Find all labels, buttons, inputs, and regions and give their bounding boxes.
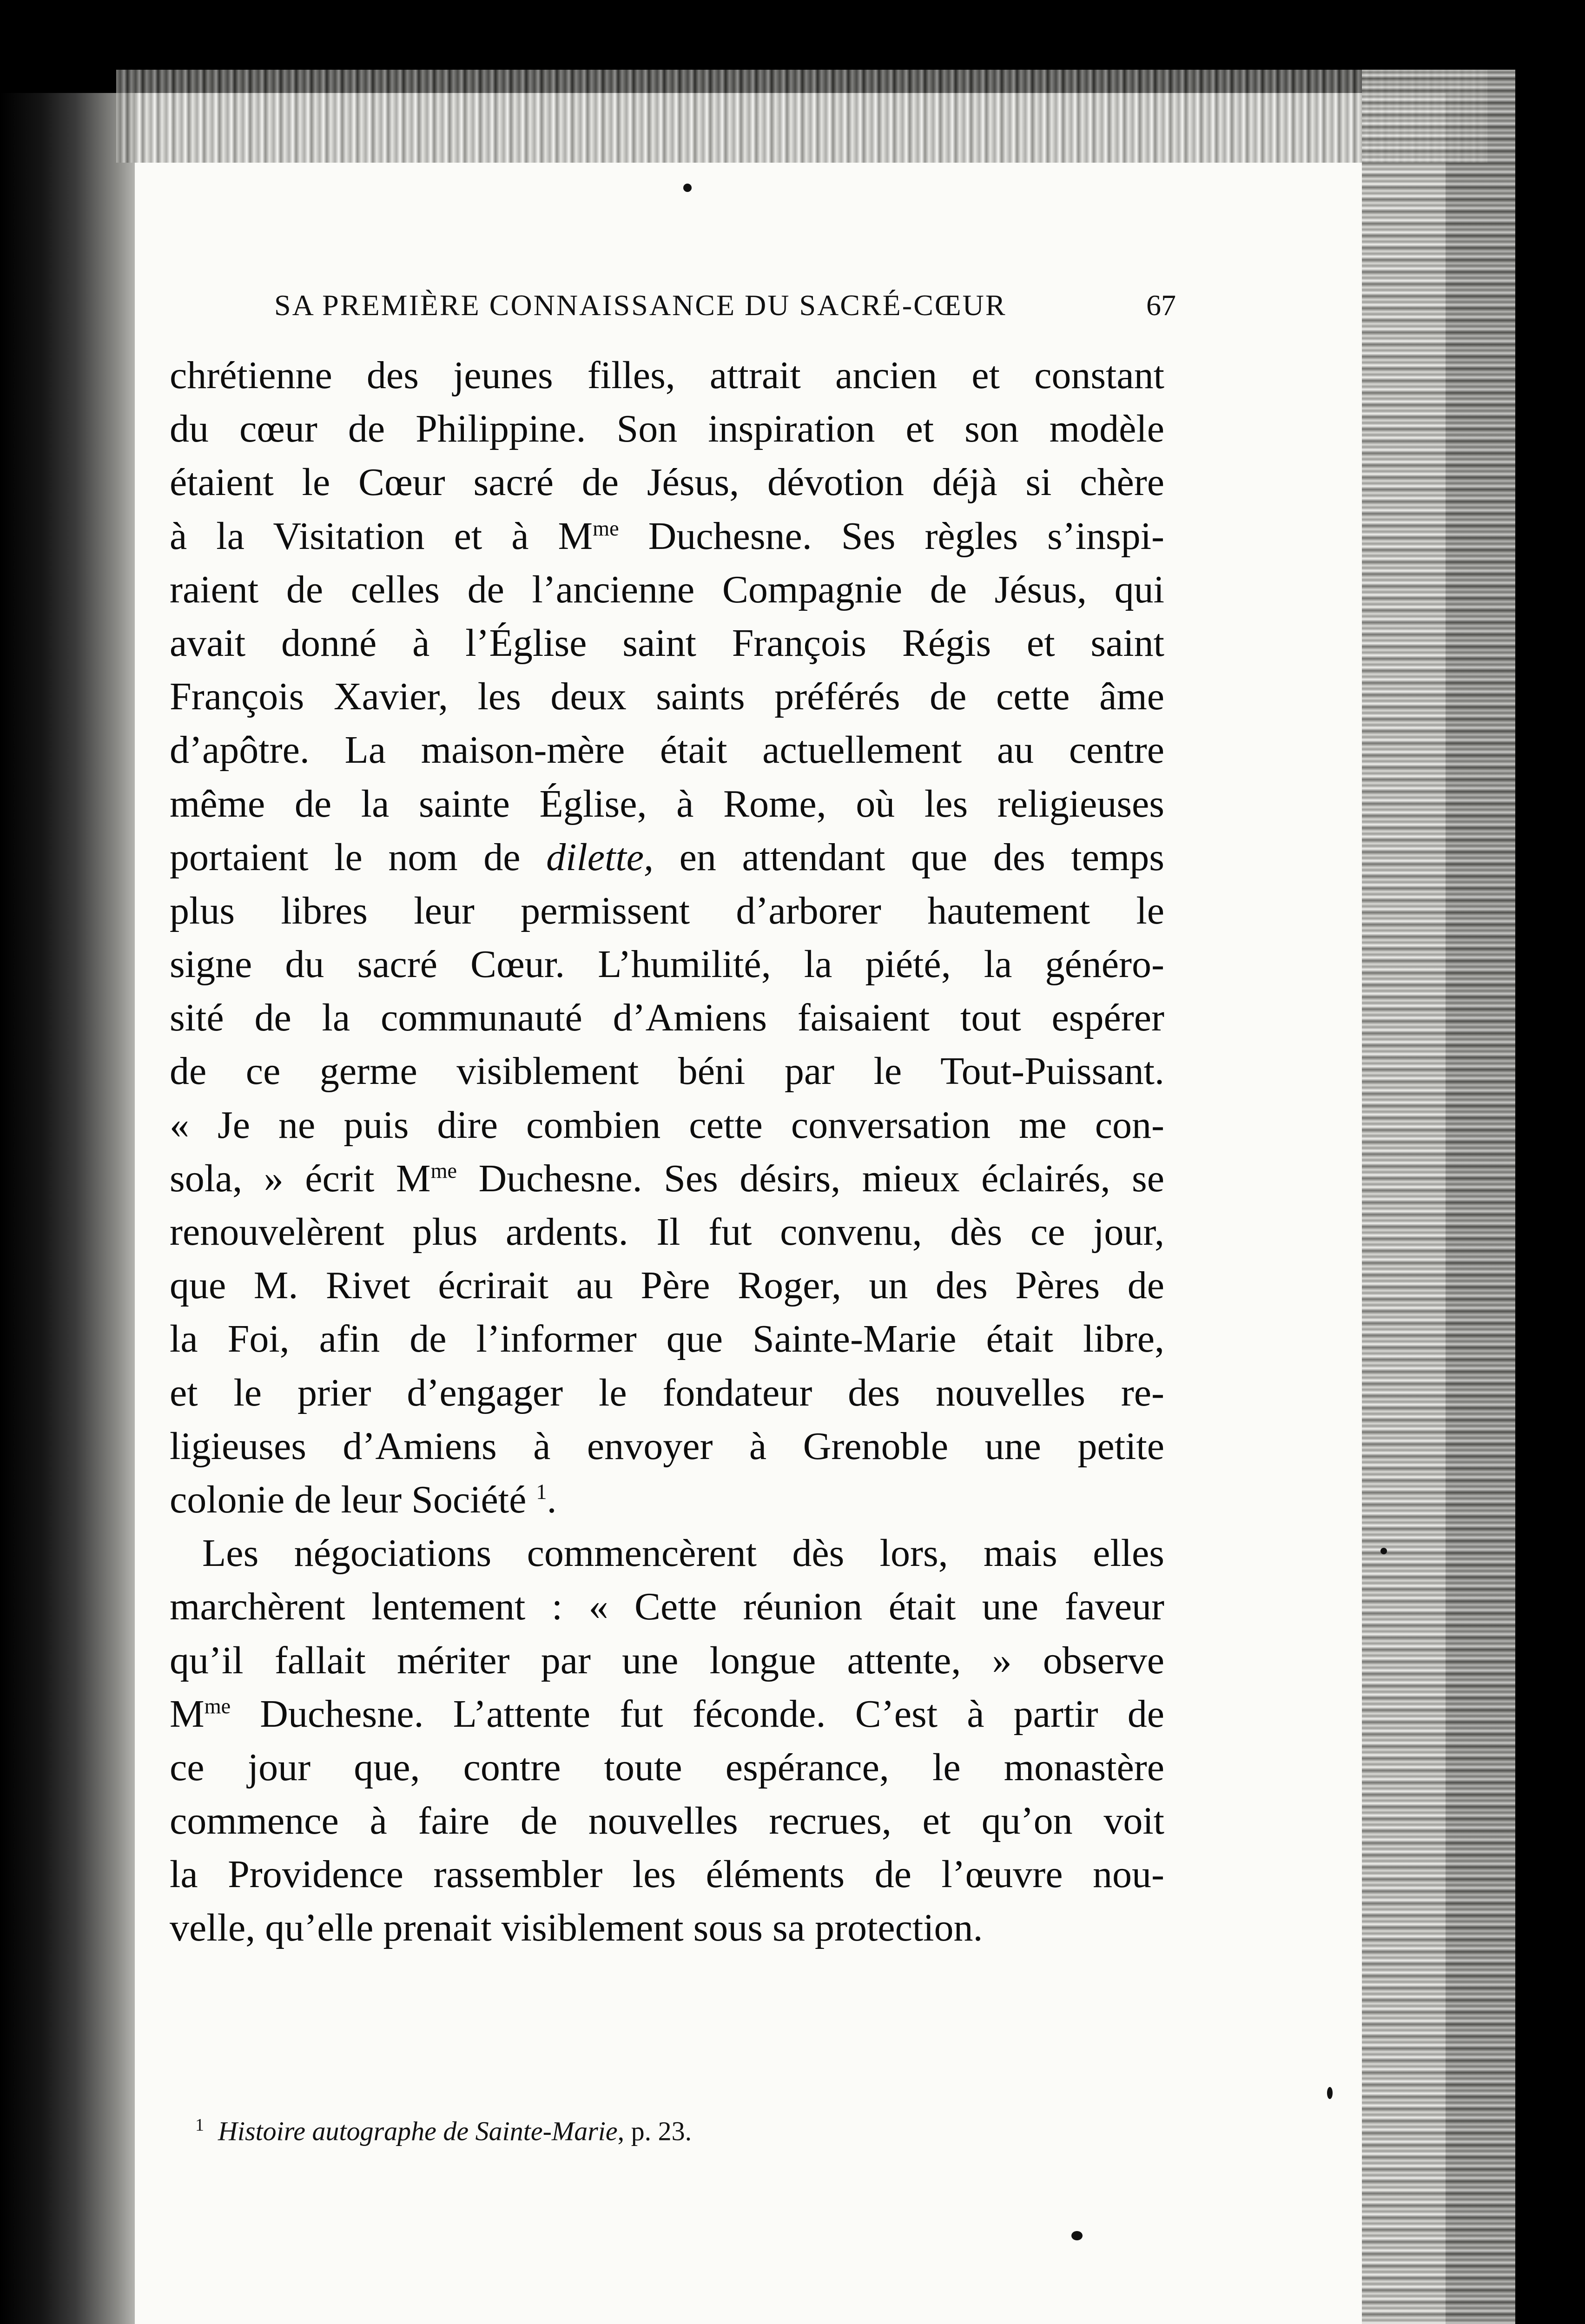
footnote-tail: , p. 23. [617, 2116, 692, 2146]
text-segment: Duchesne. Ses règles s’inspi- [619, 514, 1164, 558]
text-line: que M. Rivet écrirait au Père Roger, un des Pères de [170, 1264, 1164, 1307]
text-line: commence à faire de nouvelles recrues, et qu’on voit [170, 1799, 1164, 1843]
paper-edge-top [116, 70, 1487, 163]
text-line: ligieuses d’Amiens à envoyer à Grenoble une petite [170, 1424, 1164, 1468]
footnote-title: Histoire autographe de Sainte-Marie [218, 2116, 618, 2146]
text-segment: à la Visitation et à M [170, 514, 593, 558]
text-line: raient de celles de l’ancienne Compagnie de Jésus, qui [170, 568, 1164, 611]
text-line: de ce germe visiblement béni par le Tout-Puissant. [170, 1050, 1164, 1093]
text-line [170, 1687, 1164, 1741]
text-line: plus libres leur permissent d’arborer hautement le [170, 889, 1164, 932]
text-line [170, 1473, 1164, 1526]
text-segment: en attendant que des temps [654, 835, 1164, 879]
text-line: velle, qu’elle prenait visiblement sous sa protection. [170, 1906, 983, 1950]
text-line: même de la sainte Église, à Rome, où les religieuses [170, 782, 1164, 825]
text-line: chrétienne des jeunes filles, attrait ancien et constant [170, 354, 1164, 397]
text-line: qu’il fallait mériter par une longue attente, » observe [170, 1638, 1164, 1682]
text-line: la Providence rassembler les éléments de l’œuvre nou- [170, 1853, 1164, 1896]
text-line: sité de la communauté d’Amiens faisaient tout espérer [170, 996, 1164, 1040]
text-segment: portaient le nom de [170, 835, 547, 879]
footnote [195, 2115, 985, 2146]
text-segment: M [170, 1692, 205, 1736]
ink-speck [1327, 2087, 1333, 2099]
ink-speck [1380, 1548, 1387, 1554]
ink-speck [683, 184, 692, 192]
text-line: signe du sacré Cœur. L’humilité, la piété, la généro- [170, 943, 1164, 986]
text-line: François Xavier, les deux saints préférés de cette âme [170, 675, 1164, 719]
footnote-marker: 1 [195, 2115, 204, 2135]
text-line: d’apôtre. La maison-mère était actuellement au centre [170, 728, 1164, 772]
superscript: me [204, 1694, 231, 1718]
text-line: renouvelèrent plus ardents. Il fut convenu, dès ce jour, [170, 1210, 1164, 1254]
text-segment: . [547, 1478, 557, 1521]
text-line: Les négociations commencèrent dès lors, mais elles [202, 1532, 1164, 1575]
text-line: marchèrent lentement : « Cette réunion était une faveur [170, 1585, 1164, 1629]
text-segment: Duchesne. L’attente fut féconde. C’est à partir de [231, 1692, 1164, 1736]
superscript: me [430, 1158, 457, 1182]
text-line: du cœur de Philippine. Son inspiration et son modèle [170, 407, 1164, 451]
text-line: « Je ne puis dire combien cette conversation me con- [170, 1103, 1164, 1147]
footnote-reference: 1 [536, 1479, 547, 1504]
text-line [170, 831, 1164, 884]
text-segment: Duchesne. Ses désirs, mieux éclairés, se [457, 1156, 1164, 1200]
ink-speck [1071, 2231, 1083, 2240]
page-number: 67 [1146, 289, 1176, 322]
body-text [170, 349, 1164, 1955]
superscript: me [593, 516, 619, 540]
text-line: la Foi, afin de l’informer que Sainte-Marie était libre, [170, 1317, 1164, 1361]
paper-edge-right [1362, 70, 1515, 2324]
running-head: SA PREMIÈRE CONNAISSANCE DU SACRÉ-CŒUR [274, 289, 1007, 322]
text-line: et le prier d’engager le fondateur des nouvelles re- [170, 1371, 1164, 1414]
italic-term: dilette, [546, 835, 654, 879]
text-segment: sola, » écrit M [170, 1156, 431, 1200]
text-line [170, 1152, 1164, 1205]
text-line: avait donné à l’Église saint François Régis et saint [170, 621, 1164, 665]
text-line: étaient le Cœur sacré de Jésus, dévotion déjà si chère [170, 461, 1164, 504]
text-line [170, 509, 1164, 563]
text-line: ce jour que, contre toute espérance, le monastère [170, 1745, 1164, 1789]
text-segment: colonie de leur Société [170, 1478, 527, 1521]
